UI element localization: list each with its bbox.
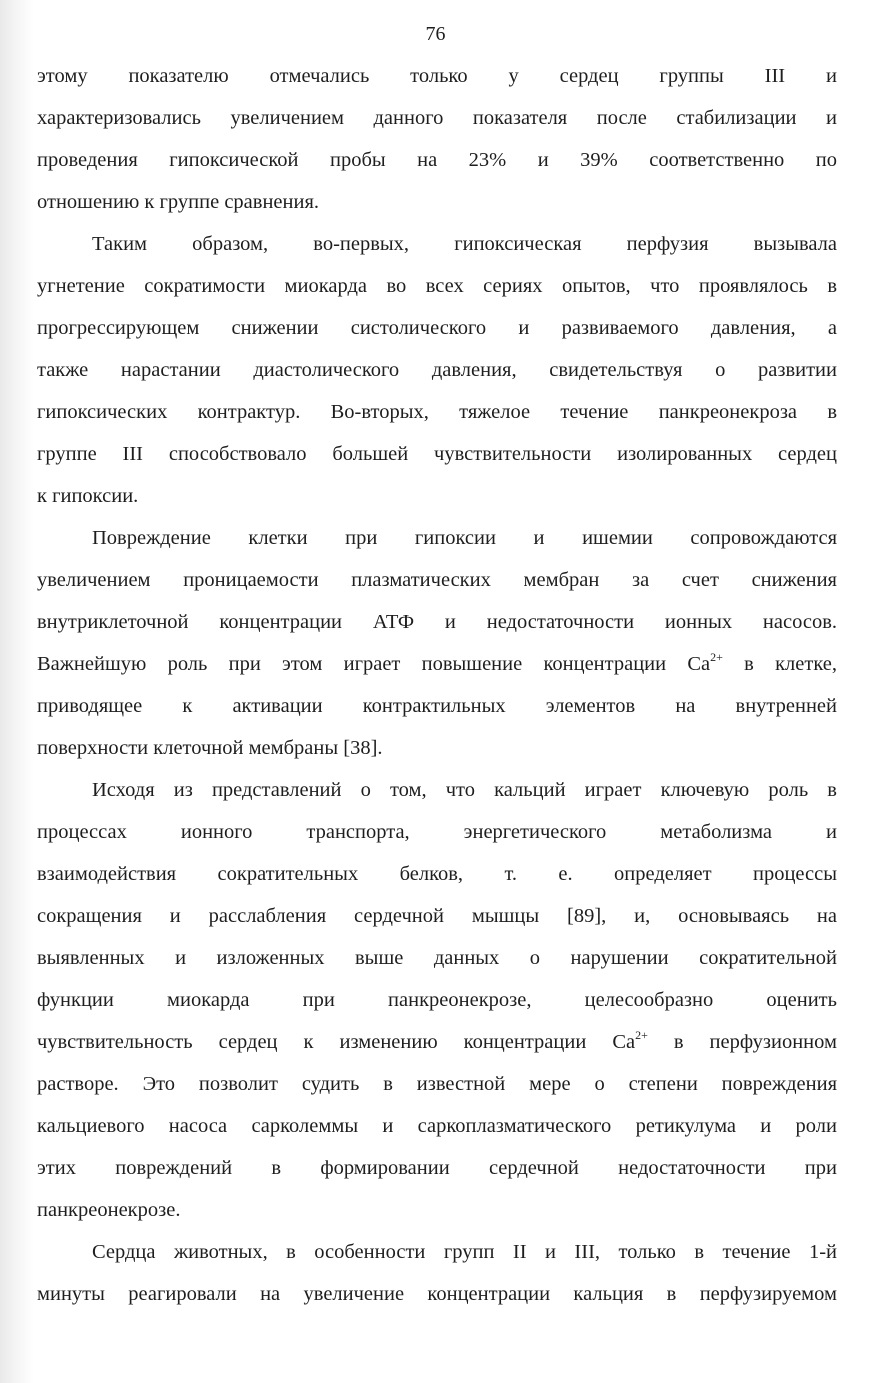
text-line: взаимодействия сократительных белков, т. е. определяет процессы [37, 863, 837, 885]
scan-edge-shadow [0, 0, 34, 1383]
text-line: этих повреждений в формировании сердечной недостаточности при [37, 1157, 837, 1179]
text-line: этому показателю отмечались только у сердец группы III и [37, 65, 837, 87]
text-line: поверхности клеточной мембраны [38]. [37, 737, 383, 759]
text-segment: чувствительность сердец к изменению концентрации Ca [37, 1031, 636, 1053]
text-line: угнетение сократимости миокарда во всех сериях опытов, что проявлялось в [37, 275, 837, 297]
text-line: Исходя из представлений о том, что кальций играет ключевую роль в [92, 779, 837, 801]
text-line: внутриклеточной концентрации АТФ и недостаточности ионных насосов. [37, 611, 837, 633]
paragraph [37, 769, 837, 1231]
text-line: также нарастании диастолического давления, свидетельствуя о развитии [37, 359, 837, 381]
text-line-with-superscript [37, 643, 837, 685]
text-line: проведения гипоксической пробы на 23% и 39% соответственно по [37, 149, 837, 171]
text-line: гипоксических контрактур. Во-вторых, тяжелое течение панкреонекроза в [37, 401, 837, 423]
text-segment: в перфузионном [647, 1031, 837, 1053]
text-line: приводящее к активации контрактильных элементов на внутренней [37, 695, 837, 717]
text-line: кальциевого насоса сарколеммы и саркоплазматического ретикулума и роли [37, 1115, 837, 1137]
paragraph [37, 1231, 837, 1315]
text-line: выявленных и изложенных выше данных о нарушении сократительной [37, 947, 837, 969]
text-segment: Важнейшую роль при этом играет повышение концентрации Ca [37, 653, 711, 675]
text-line: Таким образом, во-первых, гипоксическая перфузия вызывала [92, 233, 837, 255]
text-line: отношению к группе сравнения. [37, 191, 320, 213]
text-line: сокращения и расслабления сердечной мышцы [89], и, основываясь на [37, 905, 837, 927]
text-line: панкреонекрозе. [37, 1199, 181, 1221]
superscript: 2+ [635, 1028, 648, 1042]
text-line: функции миокарда при панкреонекрозе, целесообразно оценить [37, 989, 837, 1011]
text-line: минуты реагировали на увеличение концентрации кальция в перфузируемом [37, 1283, 837, 1305]
text-line: растворе. Это позволит судить в известной мере о степени повреждения [37, 1073, 837, 1095]
text-line: к гипоксии. [37, 485, 139, 507]
document-body [37, 55, 837, 1315]
paragraph [37, 517, 837, 769]
text-line: группе III способствовало большей чувствительности изолированных сердец [37, 443, 837, 465]
text-line: прогрессирующем снижении систолического и развиваемого давления, а [37, 317, 837, 339]
text-line: процессах ионного транспорта, энергетического метаболизма и [37, 821, 837, 843]
paragraph [37, 55, 837, 223]
superscript: 2+ [710, 650, 723, 664]
paragraph [37, 223, 837, 517]
text-line-with-superscript [37, 1021, 837, 1063]
text-line: увеличением проницаемости плазматических мембран за счет снижения [37, 569, 837, 591]
page-number: 76 [425, 23, 446, 45]
text-line: Сердца животных, в особенности групп II и III, только в течение 1-й [92, 1241, 837, 1263]
text-segment: в клетке, [722, 653, 838, 675]
text-line: Повреждение клетки при гипоксии и ишемии сопровождаются [92, 527, 837, 549]
text-line: характеризовались увеличением данного показателя после стабилизации и [37, 107, 837, 129]
